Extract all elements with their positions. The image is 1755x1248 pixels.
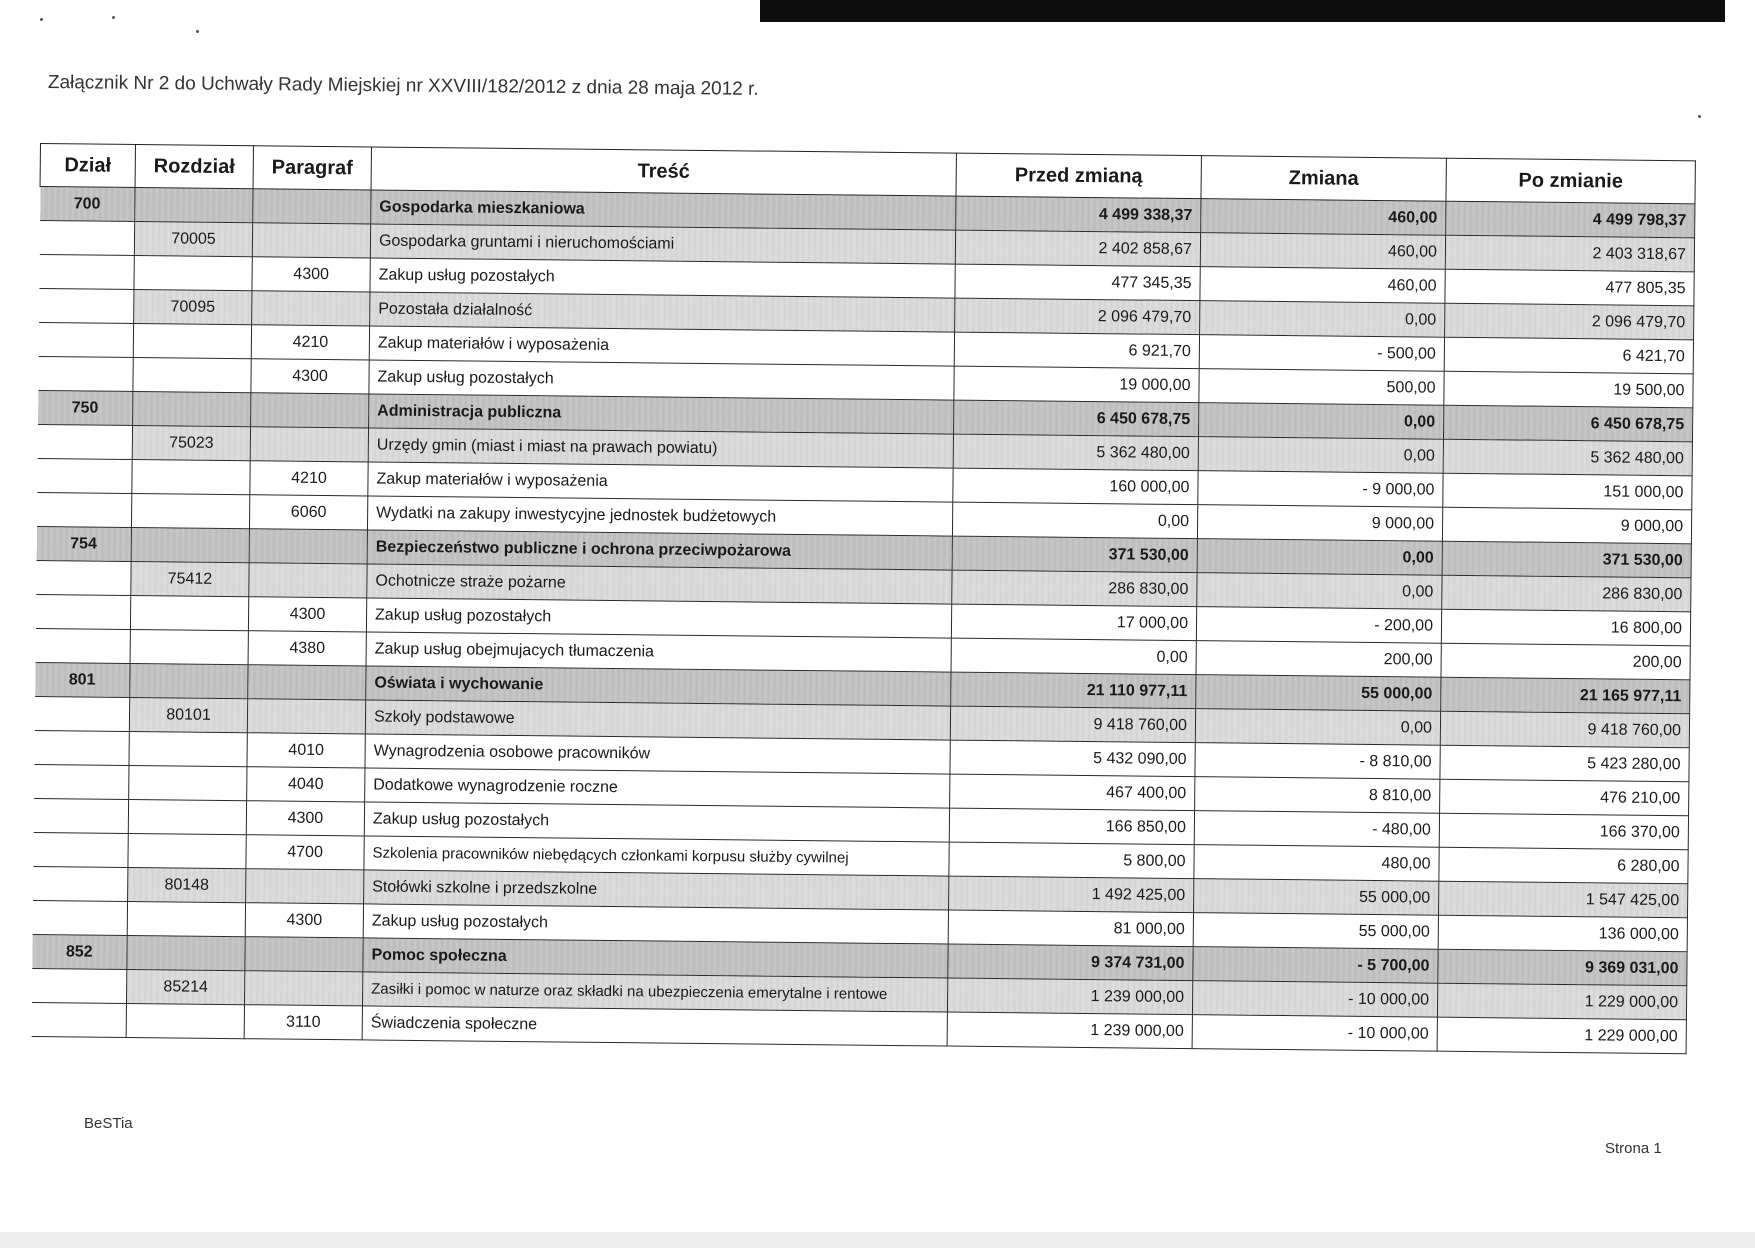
cell-paragraf <box>249 563 367 598</box>
cell-tresc: Szkolenia pracowników niebędących członkami korpusu służby cywilnej <box>364 836 949 876</box>
cell-zmiana: - 5 700,00 <box>1193 947 1438 984</box>
cell-po-zmianie: 5 423 280,00 <box>1440 745 1689 782</box>
cell-rozdzial: 80148 <box>128 867 246 902</box>
cell-zmiana: - 9 000,00 <box>1198 471 1443 508</box>
cell-dzial <box>37 458 132 493</box>
cell-rozdzial <box>128 833 246 868</box>
scan-bottom-edge <box>0 1232 1755 1248</box>
cell-przed-zmiana: 9 374 731,00 <box>948 944 1193 981</box>
cell-po-zmianie: 9 000,00 <box>1442 507 1691 544</box>
cell-dzial <box>33 866 128 901</box>
cell-zmiana: 55 000,00 <box>1194 879 1439 916</box>
cell-rozdzial <box>130 595 248 630</box>
cell-tresc: Zakup materiałów i wyposażenia <box>368 462 953 502</box>
footer-page-number: Strona 1 <box>1605 1140 1662 1157</box>
cell-rozdzial <box>135 187 253 222</box>
cell-tresc: Zakup usług pozostałych <box>363 904 948 944</box>
cell-paragraf <box>249 529 367 564</box>
cell-rozdzial <box>129 731 247 766</box>
cell-rozdzial: 85214 <box>126 969 244 1004</box>
column-header-paragraf: Paragraf <box>253 146 371 190</box>
cell-po-zmianie: 2 403 318,67 <box>1445 235 1694 272</box>
cell-tresc: Zakup usług pozostałych <box>364 802 949 842</box>
cell-przed-zmiana: 9 418 760,00 <box>950 706 1195 743</box>
cell-przed-zmiana: 0,00 <box>952 502 1197 539</box>
cell-po-zmianie: 16 800,00 <box>1441 609 1690 646</box>
cell-dzial <box>39 221 134 256</box>
cell-zmiana: 0,00 <box>1197 573 1442 610</box>
cell-tresc: Ochotnicze straże pożarne <box>367 564 952 604</box>
cell-po-zmianie: 1 229 000,00 <box>1437 983 1686 1020</box>
cell-tresc: Świadczenia społeczne <box>362 1006 947 1046</box>
cell-dzial <box>34 696 129 731</box>
cell-dzial <box>37 424 132 459</box>
cell-rozdzial <box>127 901 245 936</box>
cell-po-zmianie: 21 165 977,11 <box>1441 677 1690 714</box>
cell-dzial <box>39 254 134 289</box>
cell-rozdzial <box>127 935 245 970</box>
cell-dzial <box>33 832 128 867</box>
cell-przed-zmiana: 1 239 000,00 <box>947 1012 1192 1049</box>
cell-tresc: Pozostała działalność <box>370 292 955 332</box>
cell-przed-zmiana: 4 499 338,37 <box>956 196 1201 233</box>
budget-sheet <box>31 143 1696 1054</box>
cell-zmiana: 460,00 <box>1200 233 1445 270</box>
cell-paragraf <box>248 665 366 700</box>
cell-dzial <box>39 288 134 323</box>
cell-po-zmianie: 1 547 425,00 <box>1438 881 1687 918</box>
cell-paragraf <box>250 427 368 462</box>
column-header-po-zmianie: Po zmianie <box>1446 158 1695 204</box>
column-header-tresc: Treść <box>371 147 956 196</box>
cell-zmiana: - 200,00 <box>1196 607 1441 644</box>
budget-table <box>31 143 1696 1054</box>
cell-paragraf: 4300 <box>252 257 370 292</box>
cell-zmiana: - 8 810,00 <box>1195 743 1440 780</box>
cell-paragraf <box>252 223 370 258</box>
cell-zmiana: 9 000,00 <box>1197 505 1442 542</box>
cell-dzial <box>38 356 133 391</box>
cell-zmiana: 200,00 <box>1196 641 1441 678</box>
cell-po-zmianie: 477 805,35 <box>1445 269 1694 306</box>
cell-tresc: Gospodarka gruntami i nieruchomościami <box>370 224 955 264</box>
cell-przed-zmiana: 166 850,00 <box>949 808 1194 845</box>
cell-rozdzial <box>134 255 252 290</box>
cell-paragraf: 4300 <box>248 597 366 632</box>
cell-przed-zmiana: 467 400,00 <box>950 774 1195 811</box>
cell-rozdzial <box>128 799 246 834</box>
cell-po-zmianie: 2 096 479,70 <box>1445 303 1694 340</box>
column-header-rozdzial: Rozdział <box>135 145 253 189</box>
budget-table-body <box>31 187 1695 1054</box>
cell-paragraf: 4700 <box>246 835 364 870</box>
cell-rozdzial <box>130 663 248 698</box>
cell-zmiana: 8 810,00 <box>1195 777 1440 814</box>
cell-po-zmianie: 286 830,00 <box>1442 575 1691 612</box>
cell-po-zmianie: 19 500,00 <box>1444 371 1693 408</box>
cell-dzial <box>31 1002 126 1037</box>
cell-przed-zmiana: 81 000,00 <box>948 910 1193 947</box>
cell-paragraf <box>253 189 371 224</box>
cell-dzial: 750 <box>38 390 133 425</box>
cell-tresc: Szkoły podstawowe <box>365 700 950 740</box>
cell-zmiana: 0,00 <box>1198 437 1443 474</box>
cell-dzial: 801 <box>35 662 130 697</box>
cell-paragraf <box>247 699 365 734</box>
cell-po-zmianie: 1 229 000,00 <box>1437 1017 1686 1054</box>
cell-paragraf: 6060 <box>249 495 367 530</box>
cell-przed-zmiana: 1 492 425,00 <box>949 876 1194 913</box>
cell-rozdzial <box>133 323 251 358</box>
document-header: Załącznik Nr 2 do Uchwały Rady Miejskiej nr XXVIII/182/2012 z dnia 28 maja 2012 r. <box>47 72 759 100</box>
cell-tresc: Pomoc społeczna <box>363 938 948 978</box>
cell-dzial <box>31 968 126 1003</box>
cell-paragraf: 4210 <box>250 461 368 496</box>
cell-po-zmianie: 9 369 031,00 <box>1438 949 1687 986</box>
cell-rozdzial <box>133 391 251 426</box>
cell-paragraf <box>252 291 370 326</box>
cell-zmiana: 460,00 <box>1200 267 1445 304</box>
footer-software-name: BeSTia <box>84 1115 133 1132</box>
cell-dzial <box>35 594 130 629</box>
cell-rozdzial: 75412 <box>131 561 249 596</box>
cell-tresc: Stołówki szkolne i przedszkolne <box>364 870 949 910</box>
cell-paragraf: 4210 <box>251 325 369 360</box>
cell-tresc: Zakup materiałów i wyposażenia <box>369 326 954 366</box>
cell-dzial <box>38 322 133 357</box>
cell-tresc: Wynagrodzenia osobowe pracowników <box>365 734 950 774</box>
cell-paragraf: 4010 <box>247 733 365 768</box>
cell-rozdzial: 70095 <box>134 289 252 324</box>
cell-rozdzial <box>133 357 251 392</box>
cell-przed-zmiana: 6 921,70 <box>954 332 1199 369</box>
cell-rozdzial <box>130 629 248 664</box>
cell-zmiana: 480,00 <box>1194 845 1439 882</box>
cell-zmiana: 55 000,00 <box>1193 913 1438 950</box>
cell-tresc: Dodatkowe wynagrodzenie roczne <box>365 768 950 808</box>
cell-rozdzial <box>131 527 249 562</box>
cell-tresc: Zakup usług obejmujacych tłumaczenia <box>366 632 951 672</box>
cell-paragraf: 4300 <box>251 359 369 394</box>
cell-zmiana: 500,00 <box>1199 369 1444 406</box>
cell-zmiana: 0,00 <box>1200 301 1445 338</box>
cell-tresc: Zakup usług pozostałych <box>370 258 955 298</box>
cell-dzial <box>36 492 131 527</box>
cell-przed-zmiana: 6 450 678,75 <box>954 400 1199 437</box>
cell-paragraf: 4040 <box>247 767 365 802</box>
cell-zmiana: - 10 000,00 <box>1192 1015 1437 1052</box>
cell-zmiana: 55 000,00 <box>1196 675 1441 712</box>
cell-rozdzial: 75023 <box>132 425 250 460</box>
cell-tresc: Wydatki na zakupy inwestycyjne jednostek budżetowych <box>367 496 952 536</box>
cell-przed-zmiana: 286 830,00 <box>952 570 1197 607</box>
cell-po-zmianie: 9 418 760,00 <box>1440 711 1689 748</box>
cell-paragraf <box>244 971 362 1006</box>
cell-zmiana: 0,00 <box>1198 403 1443 440</box>
cell-zmiana: 460,00 <box>1201 199 1446 236</box>
cell-po-zmianie: 371 530,00 <box>1442 541 1691 578</box>
scan-top-edge <box>760 0 1725 22</box>
cell-dzial <box>34 764 129 799</box>
cell-dzial <box>33 798 128 833</box>
cell-rozdzial <box>129 765 247 800</box>
column-header-zmiana: Zmiana <box>1201 156 1446 202</box>
cell-dzial: 700 <box>40 187 135 222</box>
cell-tresc: Gospodarka mieszkaniowa <box>371 190 956 230</box>
cell-zmiana: 0,00 <box>1195 709 1440 746</box>
cell-po-zmianie: 200,00 <box>1441 643 1690 680</box>
cell-rozdzial: 70005 <box>134 221 252 256</box>
cell-tresc: Bezpieczeństwo publiczne i ochrona przeciwpożarowa <box>367 530 952 570</box>
cell-po-zmianie: 476 210,00 <box>1440 779 1689 816</box>
cell-paragraf <box>245 937 363 972</box>
cell-przed-zmiana: 0,00 <box>951 638 1196 675</box>
cell-paragraf <box>246 869 364 904</box>
cell-przed-zmiana: 2 096 479,70 <box>955 298 1200 335</box>
cell-przed-zmiana: 5 432 090,00 <box>950 740 1195 777</box>
cell-przed-zmiana: 19 000,00 <box>954 366 1199 403</box>
cell-paragraf: 4380 <box>248 631 366 666</box>
cell-po-zmianie: 151 000,00 <box>1443 473 1692 510</box>
cell-po-zmianie: 136 000,00 <box>1438 915 1687 952</box>
column-header-przed-zmiana: Przed zmianą <box>956 153 1201 199</box>
cell-paragraf: 4300 <box>246 801 364 836</box>
cell-tresc: Zasiłki i pomoc w naturze oraz składki na ubezpieczenia emerytalne i rentowe <box>362 972 947 1012</box>
cell-po-zmianie: 6 280,00 <box>1439 847 1688 884</box>
cell-po-zmianie: 4 499 798,37 <box>1446 201 1695 238</box>
cell-rozdzial <box>131 493 249 528</box>
cell-przed-zmiana: 160 000,00 <box>953 468 1198 505</box>
cell-paragraf: 3110 <box>244 1005 362 1040</box>
cell-tresc: Zakup usług pozostałych <box>369 360 954 400</box>
cell-przed-zmiana: 1 239 000,00 <box>947 978 1192 1015</box>
cell-zmiana: - 500,00 <box>1199 335 1444 372</box>
cell-dzial: 852 <box>32 934 127 969</box>
cell-przed-zmiana: 21 110 977,11 <box>951 672 1196 709</box>
cell-przed-zmiana: 5 362 480,00 <box>953 434 1198 471</box>
cell-rozdzial <box>132 459 250 494</box>
cell-zmiana: 0,00 <box>1197 539 1442 576</box>
cell-dzial <box>34 730 129 765</box>
cell-przed-zmiana: 5 800,00 <box>949 842 1194 879</box>
cell-tresc: Administracja publiczna <box>369 394 954 434</box>
cell-dzial <box>32 900 127 935</box>
cell-dzial <box>36 560 131 595</box>
cell-zmiana: - 480,00 <box>1194 811 1439 848</box>
cell-dzial <box>35 628 130 663</box>
cell-po-zmianie: 166 370,00 <box>1439 813 1688 850</box>
cell-paragraf <box>251 393 369 428</box>
column-header-dzial: Dział <box>40 144 135 188</box>
cell-tresc: Oświata i wychowanie <box>366 666 951 706</box>
cell-rozdzial <box>126 1003 244 1038</box>
cell-dzial: 754 <box>36 526 131 561</box>
cell-rozdzial: 80101 <box>129 697 247 732</box>
cell-zmiana: - 10 000,00 <box>1192 981 1437 1018</box>
cell-przed-zmiana: 371 530,00 <box>952 536 1197 573</box>
cell-przed-zmiana: 17 000,00 <box>951 604 1196 641</box>
cell-paragraf: 4300 <box>245 903 363 938</box>
cell-po-zmianie: 6 421,70 <box>1444 337 1693 374</box>
cell-tresc: Urzędy gmin (miast i miast na prawach powiatu) <box>368 428 953 468</box>
cell-tresc: Zakup usług pozostałych <box>366 598 951 638</box>
cell-przed-zmiana: 2 402 858,67 <box>955 230 1200 267</box>
cell-przed-zmiana: 477 345,35 <box>955 264 1200 301</box>
cell-po-zmianie: 5 362 480,00 <box>1443 439 1692 476</box>
cell-po-zmianie: 6 450 678,75 <box>1443 405 1692 442</box>
